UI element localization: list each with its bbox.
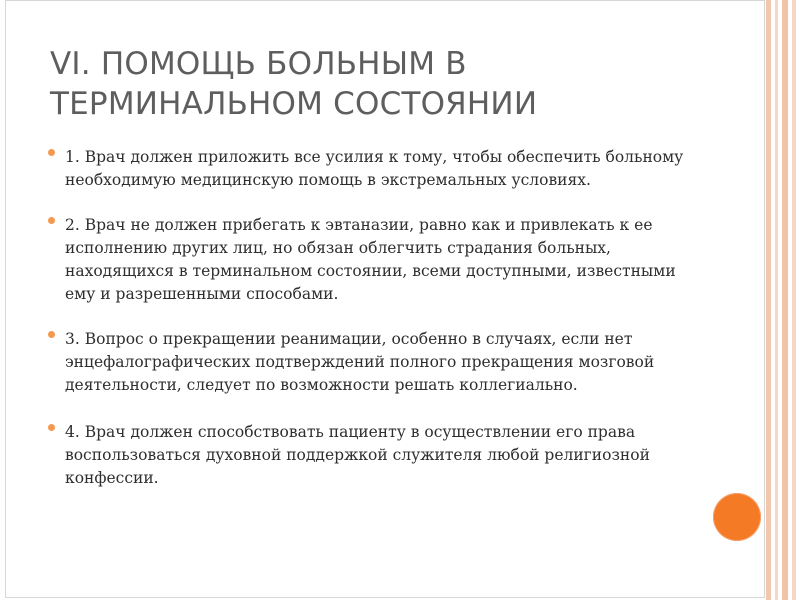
decorative-stripe — [782, 0, 788, 600]
bullet-text: 1. Врач должен приложить все усилия к тому, чтобы обеспечить больному необходимую медицинскую помощь в экстремальных условиях. — [65, 148, 684, 189]
bullet-dot-icon — [48, 149, 55, 156]
bullet-item — [48, 328, 688, 397]
bullet-item — [48, 421, 688, 490]
decorative-stripe — [792, 0, 796, 600]
decorative-stripe — [775, 0, 778, 600]
bullet-dot-icon — [48, 331, 55, 338]
bullet-text: 4. Врач должен способствовать пациенту в осуществлении его права воспользоваться духовной поддержкой служителя любой религиозной конфессии. — [65, 423, 650, 487]
slide-title: VI. ПОМОЩЬ БОЛЬНЫМ В ТЕРМИНАЛЬНОМ СОСТОЯНИИ — [50, 46, 538, 122]
bullet-list — [48, 146, 688, 512]
decorative-stripe — [766, 0, 771, 600]
bullet-text: 3. Вопрос о прекращении реанимации, особенно в случаях, если нет энцефалографических подтверждений полного прекращения мозговой деятельности, следует по возможности решать коллегиально. — [65, 330, 655, 394]
orange-circle-icon — [713, 493, 761, 541]
bullet-dot-icon — [48, 424, 55, 431]
bullet-dot-icon — [48, 217, 55, 224]
bullet-text: 2. Врач не должен прибегать к эвтаназии, равно как и привлекать к ее исполнению других лиц, но обязан облегчить страдания больных, находящихся в терминальном состоянии, всеми доступными, известными ему и разрешенными способами. — [65, 216, 676, 303]
bullet-item — [48, 146, 688, 192]
bullet-item — [48, 214, 688, 306]
